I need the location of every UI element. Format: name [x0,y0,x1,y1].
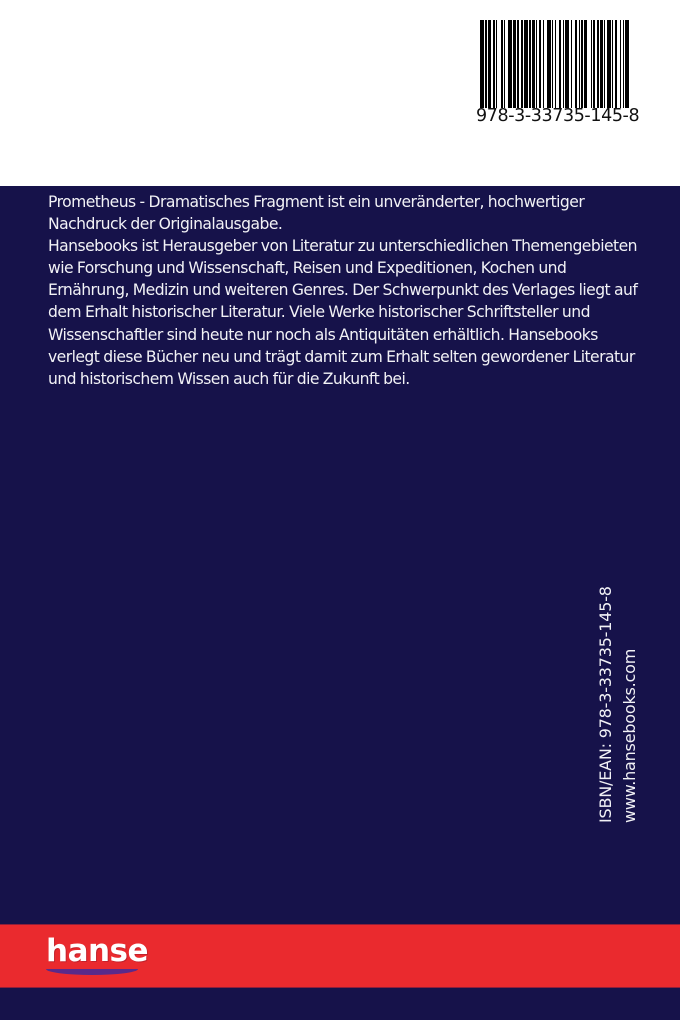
barcode [478,18,638,133]
barcode-bars [480,20,630,108]
hanse-logo [44,933,149,981]
description-paragraph-intro: Prometheus - Dramatisches Fragment ist ein unveränderter, hochwertiger Nachdruck der Originalausgabe. [48,193,585,234]
barcode-area [0,0,680,186]
logo-text: hanse [46,933,149,969]
logo-swoosh-icon [46,969,138,975]
barcode-bar [625,20,629,108]
publisher-url: www.hansebooks.com [620,648,639,823]
description-paragraph-publisher: Hansebooks ist Herausgeber von Literatur zu unterschiedlichen Themengebieten wie Forschung und Wissenschaft, Reisen und Expeditionen, Kochen und Ernährung, Medizin und weiteren Genres. Der Schwerpunkt des Verlages liegt auf dem Erhalt historischer Literatur. Viele Werke historischer Schriftsteller und Wissenschaftler sind heute nur noch als Antiquitäten erhältlich. Hansebooks verlegt diese Bücher neu und trägt damit zum Erhalt selten gewordener Literatur und historischem Wissen auch für die Zukunft bei. [48,237,638,388]
book-description [48,191,648,390]
isbn-label: ISBN/EAN: 978-3-33735-145-8 [596,586,615,823]
barcode-number: 978-3-33735-145-8 [476,106,640,126]
